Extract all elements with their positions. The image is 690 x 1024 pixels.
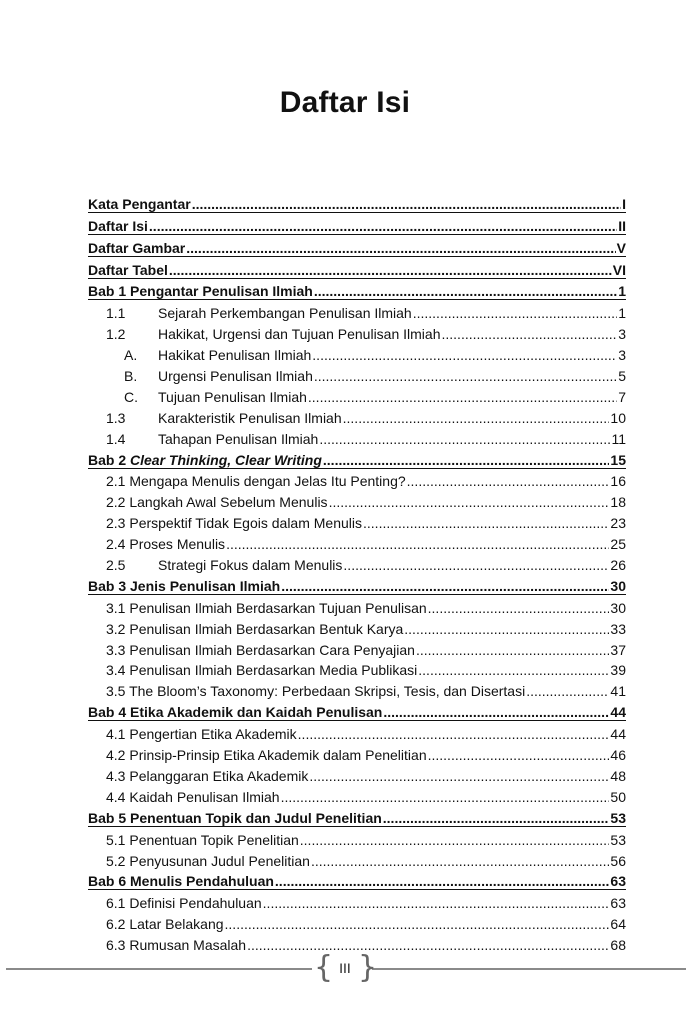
toc-entry-label-text: 3.2 Penulisan Ilmiah Berdasarkan Bentuk Karya (106, 620, 404, 637)
dot-leader (442, 326, 618, 342)
toc-entry-page: V (616, 239, 626, 256)
toc-entry-label (158, 326, 441, 342)
toc-entry-label-text: 6.3 Rumusan Masalah (106, 937, 247, 954)
toc-entry-label-text: 6.2 Latar Belakang (106, 916, 224, 933)
toc-entry-page: 10 (610, 409, 626, 426)
toc-entry-label (106, 916, 224, 932)
toc-entry-page: II (618, 217, 626, 234)
toc-entry-label (88, 704, 382, 720)
toc-entry-label (106, 683, 525, 699)
toc-entry-label-text: Sejarah Perkembangan Penulisan Ilmiah (158, 305, 412, 322)
toc-entry-label (158, 431, 318, 447)
toc-entry-label-text: 4.4 Kaidah Penulisan Ilmiah (106, 788, 280, 805)
toc-entry-label-text: Tahapan Penulisan Ilmiah (158, 430, 319, 447)
toc-section-entry[interactable] (88, 426, 626, 447)
page-title: Daftar Isi (279, 86, 411, 119)
toc-entry-page: 41 (610, 683, 626, 700)
toc-section-entry[interactable] (88, 363, 626, 384)
table-of-contents (88, 191, 626, 953)
toc-entry-label (88, 283, 313, 299)
dot-leader (526, 683, 609, 699)
toc-entry-page: 15 (610, 451, 626, 468)
toc-entry-label-text: Daftar Tabel (88, 261, 168, 278)
toc-section-entry[interactable] (88, 890, 626, 911)
dot-leader (363, 515, 609, 531)
toc-entry-label (106, 662, 417, 678)
page-number: III (339, 960, 351, 976)
toc-entry-label (106, 536, 225, 552)
toc-entry-page: 44 (610, 704, 626, 721)
toc-section-entry[interactable] (88, 678, 626, 699)
toc-entry-label (106, 853, 310, 869)
dot-leader (308, 389, 617, 405)
toc-chapter-entry[interactable] (88, 447, 626, 469)
toc-entry-label-text: 5.2 Penyusunan Judul Penelitian (106, 852, 310, 869)
toc-chapter-entry[interactable] (88, 699, 626, 721)
toc-section-entry[interactable] (88, 721, 626, 742)
toc-section-entry[interactable] (88, 848, 626, 869)
toc-entry-label (106, 789, 280, 805)
toc-entry-label-text: Urgensi Penulisan Ilmiah (158, 368, 313, 385)
toc-entry-label (88, 196, 191, 212)
left-brace-icon: { (314, 950, 334, 985)
toc-entry-label-text: Daftar Gambar (88, 239, 186, 256)
dot-leader (169, 262, 612, 278)
toc-section-entry[interactable] (88, 932, 626, 953)
toc-entry-label-text: 6.1 Definisi Pendahuluan (106, 895, 262, 912)
dot-leader (428, 600, 610, 616)
toc-entry-label-text: Strategi Fokus dalam Menulis (158, 557, 343, 574)
dot-leader (416, 642, 609, 658)
toc-section-entry[interactable] (88, 321, 626, 342)
toc-entry-label (158, 347, 311, 363)
dot-leader (186, 240, 615, 256)
toc-entry-page: 44 (610, 726, 626, 743)
toc-entry-label-text: 4.1 Pengertian Etika Akademik (106, 726, 297, 743)
toc-entry-label (106, 600, 427, 616)
toc-entry-label-text: Bab 3 Jenis Penulisan Ilmiah (88, 577, 281, 594)
dot-leader (226, 536, 609, 552)
toc-entry-page: 16 (610, 473, 626, 490)
toc-entry-label (88, 578, 280, 594)
toc-section-entry[interactable] (88, 637, 626, 658)
toc-section-entry[interactable] (88, 658, 626, 679)
toc-entry-page: 63 (610, 895, 626, 912)
toc-entry-label-text: 3.3 Penulisan Ilmiah Berdasarkan Cara Penyajian (106, 641, 415, 658)
toc-entry-number: A. (124, 347, 138, 364)
toc-section-entry[interactable] (88, 784, 626, 805)
toc-entry-label (106, 726, 297, 742)
toc-entry-label (158, 368, 313, 384)
dot-leader (319, 431, 610, 447)
toc-entry-page: 48 (610, 767, 626, 784)
toc-entry-page: 30 (610, 599, 626, 616)
toc-section-entry[interactable] (88, 469, 626, 490)
toc-entry-label-text: Bab 5 Penentuan Topik dan Judul Penelitian (88, 809, 382, 826)
toc-chapter-entry[interactable] (88, 279, 626, 301)
toc-section-entry[interactable] (88, 552, 626, 573)
toc-section-entry[interactable] (88, 300, 626, 321)
toc-section-entry[interactable] (88, 342, 626, 363)
toc-entry-label (106, 621, 403, 637)
toc-entry-page: 11 (611, 430, 626, 447)
toc-entry-page: 33 (610, 620, 626, 637)
toc-entry-page: 25 (610, 536, 626, 553)
right-brace-icon: } (358, 950, 378, 985)
toc-entry-label-text: 3.5 The Bloom’s Taxonomy: Perbedaan Skripsi, Tesis, dan Disertasi (106, 683, 526, 700)
toc-section-entry[interactable] (88, 742, 626, 763)
dot-leader (281, 578, 609, 594)
toc-entry-label-text: Hakikat, Urgensi dan Tujuan Penulisan Ilmiah (158, 326, 441, 343)
toc-entry-number: 1.4 (106, 430, 126, 447)
dot-leader (225, 916, 610, 932)
toc-entry-page: 26 (610, 557, 626, 574)
dot-leader (247, 937, 609, 953)
toc-entry-label (106, 895, 262, 911)
toc-entry-label-text: Bab 6 Menulis Pendahuluan (88, 873, 274, 890)
toc-entry-label (106, 937, 246, 953)
toc-chapter-entry[interactable] (88, 191, 626, 213)
toc-entry-page: 3 (618, 347, 626, 364)
dot-leader (314, 283, 617, 299)
toc-chapter-entry[interactable] (88, 213, 626, 235)
toc-section-entry[interactable] (88, 763, 626, 784)
toc-entry-page: 68 (610, 937, 626, 954)
toc-entry-label-text: 5.1 Penentuan Topik Penelitian (106, 831, 299, 848)
toc-entry-page: 37 (610, 641, 626, 658)
dot-leader (312, 347, 617, 363)
toc-entry-label-text: Bab 4 Etika Akademik dan Kaidah Penulisan (88, 704, 383, 721)
toc-entry-label (106, 515, 362, 531)
toc-entry-label-text: Tujuan Penulisan Ilmiah (158, 388, 307, 405)
dot-leader (428, 747, 610, 763)
toc-section-entry[interactable] (88, 510, 626, 531)
toc-entry-label (106, 642, 415, 658)
dot-leader (281, 789, 610, 805)
toc-section-entry[interactable] (88, 911, 626, 932)
toc-entry-label-text: Bab 2 (88, 451, 131, 468)
toc-entry-label (106, 832, 299, 848)
toc-entry-label-text: 4.3 Pelanggaran Etika Akademik (106, 767, 309, 784)
toc-entry-page: 63 (610, 873, 626, 890)
toc-entry-label (158, 557, 342, 573)
dot-leader (309, 768, 609, 784)
toc-entry-label (88, 262, 168, 278)
toc-entry-label (88, 452, 322, 468)
toc-entry-label (88, 218, 148, 234)
toc-entry-label-text: 2.1 Mengapa Menulis dengan Jelas Itu Penting? (106, 473, 406, 490)
toc-entry-page: 39 (610, 662, 626, 679)
dot-leader (263, 895, 610, 911)
toc-section-entry[interactable] (88, 827, 626, 848)
toc-entry-label (106, 473, 406, 489)
toc-entry-label-text: Hakikat Penulisan Ilmiah (158, 347, 312, 364)
toc-entry-label-text: 4.2 Prinsip-Prinsip Etika Akademik dalam Penelitian (106, 747, 427, 764)
toc-entry-page: 7 (618, 388, 626, 405)
toc-entry-label-text: 3.4 Penulisan Ilmiah Berdasarkan Media Publikasi (106, 662, 418, 679)
toc-entry-page: 46 (610, 747, 626, 764)
toc-entry-number: 2.5 (106, 557, 126, 574)
toc-entry-label (106, 768, 308, 784)
dot-leader (192, 196, 621, 212)
toc-entry-page: 50 (610, 788, 626, 805)
toc-section-entry[interactable] (88, 616, 626, 637)
toc-section-entry[interactable] (88, 384, 626, 405)
toc-entry-label-text: Kata Pengantar (88, 195, 191, 212)
dot-leader (407, 473, 610, 489)
toc-entry-label-text: 3.1 Penulisan Ilmiah Berdasarkan Tujuan Penulisan (106, 599, 427, 616)
toc-entry-label-italic: Clear Thinking, Clear Writing (130, 451, 322, 468)
toc-entry-label-text: 2.3 Perspektif Tidak Egois dalam Menulis (106, 515, 363, 532)
dot-leader (343, 410, 610, 426)
toc-entry-page: 56 (610, 852, 626, 869)
toc-entry-label-text: 2.2 Langkah Awal Sebelum Menulis (106, 494, 328, 511)
toc-entry-page: 23 (610, 515, 626, 532)
toc-entry-number: 1.1 (106, 305, 126, 322)
toc-entry-page: 53 (610, 809, 626, 826)
dot-leader (275, 873, 610, 889)
toc-entry-number: B. (124, 368, 138, 385)
toc-entry-page: 5 (618, 368, 626, 385)
toc-entry-label (106, 747, 427, 763)
toc-section-entry[interactable] (88, 531, 626, 552)
toc-section-entry[interactable] (88, 405, 626, 426)
toc-entry-page: 30 (610, 577, 626, 594)
dot-leader (298, 726, 610, 742)
dot-leader (300, 832, 610, 848)
toc-section-entry[interactable] (88, 489, 626, 510)
toc-entry-label-text: Bab 1 Pengantar Penulisan Ilmiah (88, 283, 313, 300)
toc-chapter-entry[interactable] (88, 235, 626, 257)
toc-entry-label (158, 410, 342, 426)
toc-entry-number: C. (124, 388, 138, 405)
toc-entry-label (88, 810, 382, 826)
toc-entry-label-text: Karakteristik Penulisan Ilmiah (158, 409, 342, 426)
toc-entry-page: VI (612, 261, 626, 278)
dot-leader (413, 305, 617, 321)
dot-leader (329, 494, 610, 510)
toc-entry-label-text: 2.4 Proses Menulis (106, 536, 226, 553)
toc-chapter-entry[interactable] (88, 805, 626, 827)
toc-chapter-entry[interactable] (88, 257, 626, 279)
dot-leader (343, 557, 609, 573)
dot-leader (383, 704, 609, 720)
toc-entry-number: 1.2 (106, 326, 126, 343)
dot-leader (311, 853, 609, 869)
toc-entry-label (106, 494, 328, 510)
toc-section-entry[interactable] (88, 595, 626, 616)
dot-leader (323, 452, 610, 468)
toc-entry-number: 1.3 (106, 409, 126, 426)
toc-entry-page: 18 (610, 494, 626, 511)
toc-entry-label (158, 389, 307, 405)
toc-chapter-entry[interactable] (88, 573, 626, 595)
toc-entry-page: I (622, 195, 626, 212)
toc-entry-page: 64 (610, 916, 626, 933)
toc-chapter-entry[interactable] (88, 869, 626, 891)
toc-entry-label-text: Daftar Isi (88, 217, 148, 234)
dot-leader (404, 621, 609, 637)
toc-entry-page: 53 (610, 831, 626, 848)
dot-leader (314, 368, 617, 384)
toc-entry-page: 1 (618, 283, 626, 300)
toc-entry-label (88, 873, 274, 889)
toc-entry-label (88, 240, 185, 256)
dot-leader (418, 662, 609, 678)
toc-entry-page: 1 (618, 305, 626, 322)
dot-leader (149, 218, 617, 234)
toc-entry-page: 3 (618, 326, 626, 343)
toc-entry-label (158, 305, 412, 321)
dot-leader (383, 810, 610, 826)
